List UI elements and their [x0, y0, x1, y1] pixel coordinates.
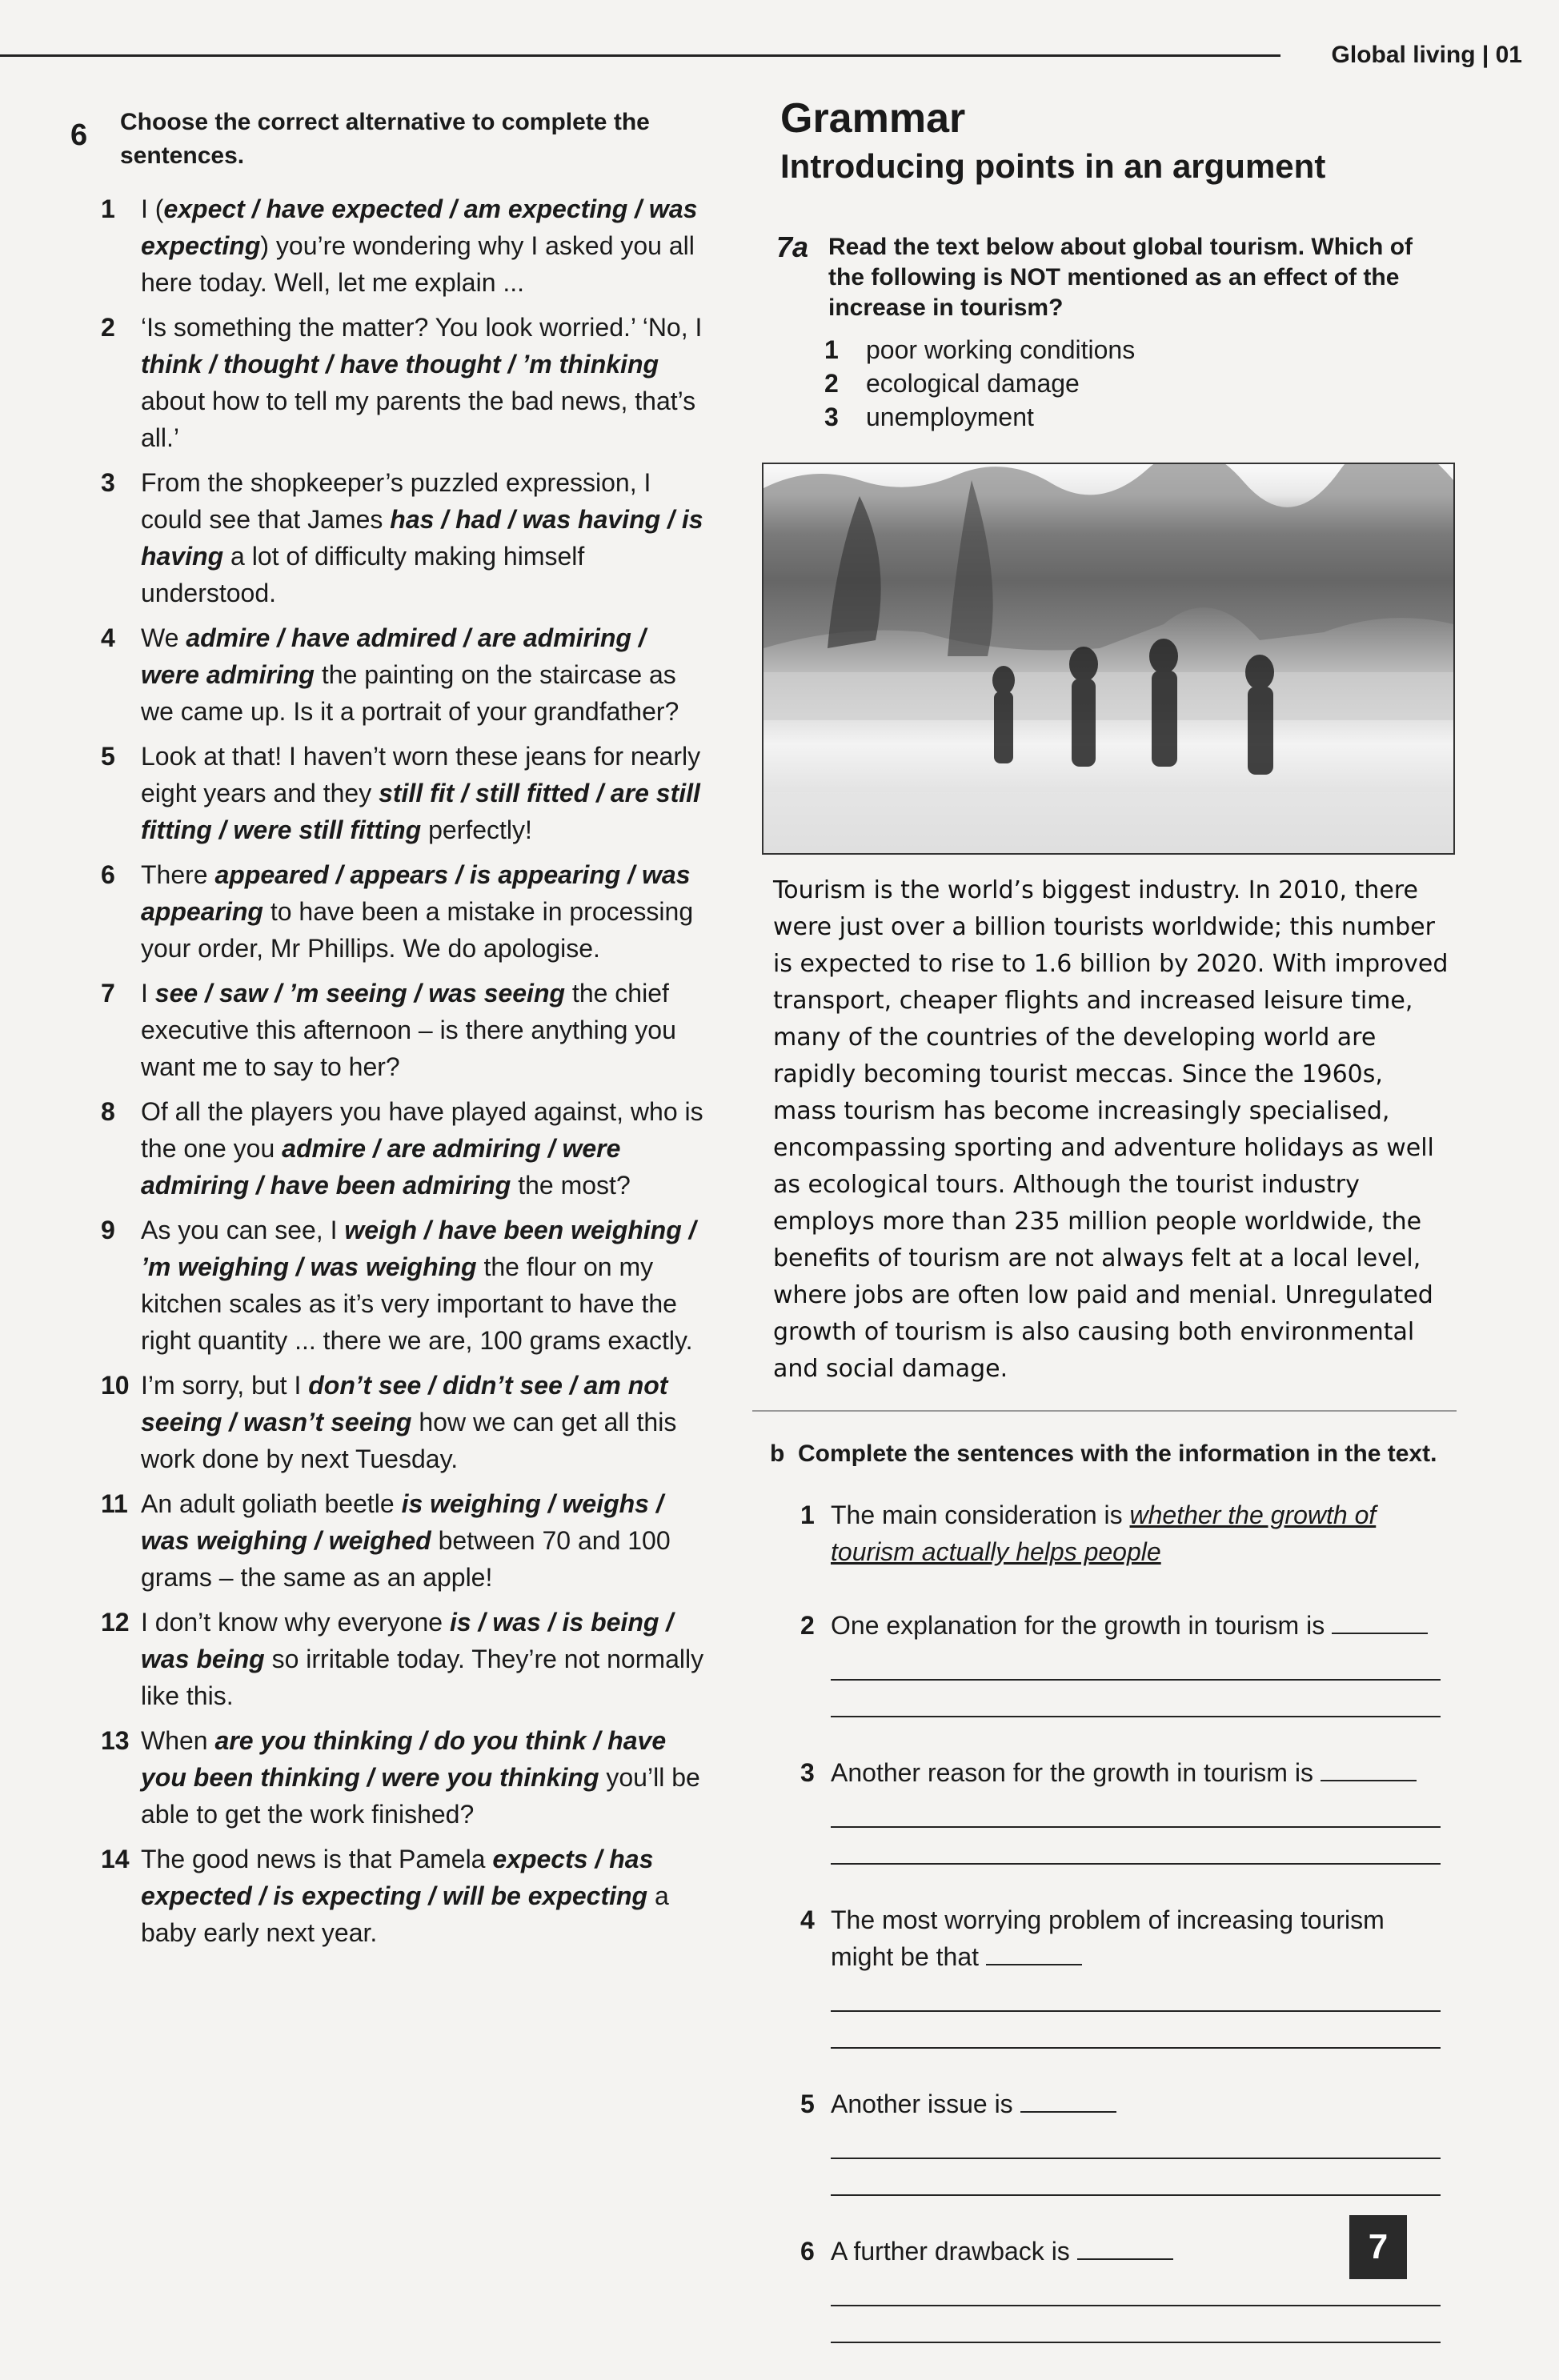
exercise-item: [101, 856, 709, 967]
completion-item: [800, 1901, 1441, 2049]
item-text: [141, 1212, 709, 1359]
item-options[interactable]: don’t see / didn’t see / am not seeing / wasn’t seeing: [141, 1371, 668, 1436]
completion-item: [800, 2086, 1441, 2196]
item-options[interactable]: think / thought / have thought / ’m thinking: [141, 350, 659, 379]
completion-prompt: The main consideration is: [831, 1501, 1123, 1529]
completion-prompt: Another reason for the growth in tourism is: [831, 1758, 1313, 1787]
item-text-after: the painting on the staircase as we came up. Is it a portrait of your grandfather?: [141, 660, 679, 726]
item-text-before: Of all the players you have played against, who is the one you: [141, 1097, 703, 1163]
question-number: 7a: [776, 230, 809, 263]
item-number: 5: [101, 742, 115, 771]
section-subtitle: Introducing points in an argument: [780, 147, 1326, 185]
completion-answer: whether the growth of tourism actually helps people: [831, 1501, 1377, 1566]
item-options[interactable]: still fit / still fitted / are still fitting / were still fitting: [141, 779, 700, 844]
item-text-before: There: [141, 860, 215, 889]
answer-line[interactable]: [831, 1681, 1441, 1717]
exercise-instruction: Choose the correct alternative to complete the sentences.: [120, 109, 650, 169]
item-options[interactable]: weigh / have been weighing / ’m weighing / was weighing: [141, 1216, 696, 1281]
exercise-item: [101, 190, 709, 301]
answer-line[interactable]: [831, 1975, 1441, 2012]
completion-prompt: Another issue is: [831, 2090, 1013, 2118]
exercise-item: [101, 464, 709, 611]
photo-illustration: [763, 464, 1453, 853]
item-number: 7: [101, 979, 115, 1008]
header-rule: [0, 54, 1280, 57]
item-text: [141, 619, 709, 730]
item-text-after: how we can get all this work done by next Tuesday.: [141, 1408, 677, 1473]
exercise-item: [101, 1722, 709, 1833]
item-options[interactable]: see / saw / ’m seeing / was seeing: [154, 979, 566, 1008]
item-text-after: ) you’re wondering why I asked you all here today. Well, let me explain ...: [141, 231, 695, 297]
item-text: [141, 1841, 709, 1951]
completion-text: [831, 2086, 1441, 2196]
exercise-item: [101, 1093, 709, 1204]
completion-number: 1: [800, 1501, 815, 1529]
answer-blank[interactable]: [1321, 1780, 1417, 1781]
option-number: 2: [824, 369, 839, 398]
item-number: 13: [101, 1726, 130, 1755]
item-number: 8: [101, 1097, 115, 1126]
option-number: 1: [824, 335, 839, 364]
exercise-item: [101, 975, 709, 1085]
item-text: [141, 738, 709, 848]
item-number: 1: [101, 194, 115, 223]
item-options[interactable]: appeared / appears / is appearing / was appearing: [141, 860, 691, 926]
section-title: Grammar: [780, 95, 966, 142]
completion-prompt: A further drawback is: [831, 2237, 1070, 2266]
completion-number: 6: [800, 2237, 815, 2266]
answer-line[interactable]: [831, 2159, 1441, 2196]
item-text-before: From the shopkeeper’s puzzled expression, I could see that James: [141, 468, 651, 534]
option-item: [824, 367, 1135, 400]
option-list: [824, 333, 1135, 434]
item-text: [141, 975, 709, 1085]
completion-number: 5: [800, 2090, 815, 2118]
item-number: 11: [101, 1489, 128, 1518]
item-options[interactable]: admire / have admired / are admiring / were admiring: [141, 623, 646, 689]
exercise-item: [101, 1604, 709, 1714]
item-text-before: An adult goliath beetle: [141, 1489, 402, 1518]
completion-item: [800, 1754, 1441, 1865]
tourism-photo: [762, 463, 1455, 855]
answer-blank[interactable]: [1332, 1633, 1428, 1634]
answer-line[interactable]: [831, 2122, 1441, 2159]
completion-list: [800, 1497, 1441, 2380]
completion-item: [800, 2233, 1441, 2343]
item-text-before: We: [141, 623, 186, 652]
completion-text: [831, 1754, 1441, 1865]
item-text-before: The good news is that Pamela: [141, 1845, 493, 1873]
item-number: 9: [101, 1216, 115, 1244]
item-number: 2: [101, 313, 115, 342]
option-text: ecological damage: [866, 369, 1080, 398]
exercise-item: [101, 309, 709, 456]
item-text-after: a baby early next year.: [141, 1881, 669, 1947]
item-text-before: I’m sorry, but I: [141, 1371, 309, 1400]
exercise-item: [101, 1841, 709, 1951]
item-text: [141, 1485, 709, 1596]
item-text: [141, 856, 709, 967]
completion-prompt: The most worrying problem of increasing tourism might be that: [831, 1905, 1385, 1971]
exercise-number: 6: [70, 118, 88, 152]
item-options[interactable]: is / was / is being / was being: [141, 1608, 674, 1673]
completion-item: [800, 1497, 1441, 1570]
question-b-instruction: Complete the sentences with the information in the text.: [798, 1440, 1437, 1467]
item-text-before: When: [141, 1726, 215, 1755]
item-number: 6: [101, 860, 115, 889]
item-text-after: so irritable today. They’re not normally like this.: [141, 1645, 704, 1710]
page-number: 7: [1349, 2215, 1407, 2279]
option-text: poor working conditions: [866, 335, 1136, 364]
item-text-after: the most?: [511, 1171, 631, 1200]
exercise-item: [101, 738, 709, 848]
item-number: 14: [101, 1845, 130, 1873]
answer-blank[interactable]: [1077, 2258, 1173, 2260]
question-b-label: b: [770, 1440, 785, 1467]
exercise-item: [101, 619, 709, 730]
answer-blank[interactable]: [1020, 2111, 1116, 2113]
item-options[interactable]: has / had / was having / is having: [141, 505, 703, 571]
item-text: [141, 464, 709, 611]
item-options[interactable]: is weighing / weighs / was weighing / weighed: [141, 1489, 663, 1555]
item-text-before: I don’t know why everyone: [141, 1608, 450, 1637]
item-text-before: ‘Is something the matter? You look worried.’ ‘No, I: [141, 313, 703, 342]
item-text-after: between 70 and 100 grams – the same as an apple!: [141, 1526, 671, 1592]
exercise-item: [101, 1212, 709, 1359]
running-header: Global living | 01: [1331, 42, 1522, 68]
item-number: 12: [101, 1608, 130, 1637]
answer-line[interactable]: [831, 1644, 1441, 1681]
answer-line[interactable]: [831, 1791, 1441, 1828]
answer-line[interactable]: [831, 1828, 1441, 1865]
completion-number: 3: [800, 1758, 815, 1787]
item-text-after: a lot of difficulty making himself understood.: [141, 542, 585, 607]
question-b-heading: [770, 1440, 1437, 1468]
item-number: 10: [101, 1371, 130, 1400]
option-item: [824, 333, 1135, 367]
item-text: [141, 190, 709, 301]
article-divider: [752, 1410, 1457, 1412]
exercise-item: [101, 1367, 709, 1477]
item-text-after: about how to tell my parents the bad news, that’s all.’: [141, 387, 696, 452]
completion-text: [831, 1901, 1441, 2049]
item-text: [141, 1604, 709, 1714]
completion-item: [800, 1607, 1441, 1717]
completion-text: [831, 1497, 1441, 1570]
item-text-before: As you can see, I: [141, 1216, 345, 1244]
item-text: [141, 1722, 709, 1833]
item-text-after: the chief executive this afternoon – is there anything you want me to say to her?: [141, 979, 676, 1081]
answer-line[interactable]: [831, 2306, 1441, 2343]
item-text-after: you’ll be able to get the work finished?: [141, 1763, 700, 1829]
answer-blank[interactable]: [986, 1964, 1082, 1965]
item-options[interactable]: admire / are admiring / were admiring / have been admiring: [141, 1134, 621, 1200]
item-options[interactable]: expects / has expected / is expecting / will be expecting: [141, 1845, 654, 1910]
item-text-before: I: [141, 979, 155, 1008]
completion-prompt: One explanation for the growth in tourism is: [831, 1611, 1325, 1640]
completion-number: 4: [800, 1905, 815, 1934]
item-options[interactable]: are you thinking / do you think / have you been thinking / were you thinking: [141, 1726, 667, 1792]
item-text: [141, 309, 709, 456]
item-text: [141, 1093, 709, 1204]
item-text-before: Look at that! I haven’t worn these jeans for nearly eight years and they: [141, 742, 701, 807]
question-text: Read the text below about global tourism. Which of the following is NOT mentioned as an effect of the increase in tourism?: [828, 234, 1413, 321]
item-number: 3: [101, 468, 115, 497]
completion-number: 2: [800, 1611, 815, 1640]
item-options[interactable]: expect / have expected / am expecting / was expecting: [141, 194, 698, 260]
option-text: unemployment: [866, 403, 1034, 431]
option-number: 3: [824, 403, 839, 431]
item-number: 4: [101, 623, 115, 652]
item-text-after: perfectly!: [421, 815, 532, 844]
item-text: [141, 1367, 709, 1477]
item-text-after: the flour on my kitchen scales as it’s very important to have the right quantity ... there we are, 100 grams exactly.: [141, 1252, 693, 1355]
item-text-before: I (: [141, 194, 164, 223]
exercise-item-list: [101, 190, 709, 1959]
option-item: [824, 400, 1135, 434]
exercise-item: [101, 1485, 709, 1596]
item-text-after: to have been a mistake in processing your order, Mr Phillips. We do apologise.: [141, 897, 694, 963]
completion-text: [831, 1607, 1441, 1717]
article-text: Tourism is the world’s biggest industry. In 2010, there were just over a billion tourists worldwide; this number is expected to rise to 1.6 billion by 2020. With improved transport, cheaper flights and increased leisure time, many of the countries of the developing world are rapidly becoming tourist meccas. Since the 1960s, mass tourism has become increasingly specialised, encompassing sporting and adventure holidays as well as ecological tours. Although the tourist industry employs more than 235 million people worldwide, the benefits of tourism are not always felt at a local level, where jobs are often low paid and menial. Unregulated growth of tourism is also causing both environmental and social damage.: [773, 876, 1449, 1383]
answer-line[interactable]: [831, 2012, 1441, 2049]
